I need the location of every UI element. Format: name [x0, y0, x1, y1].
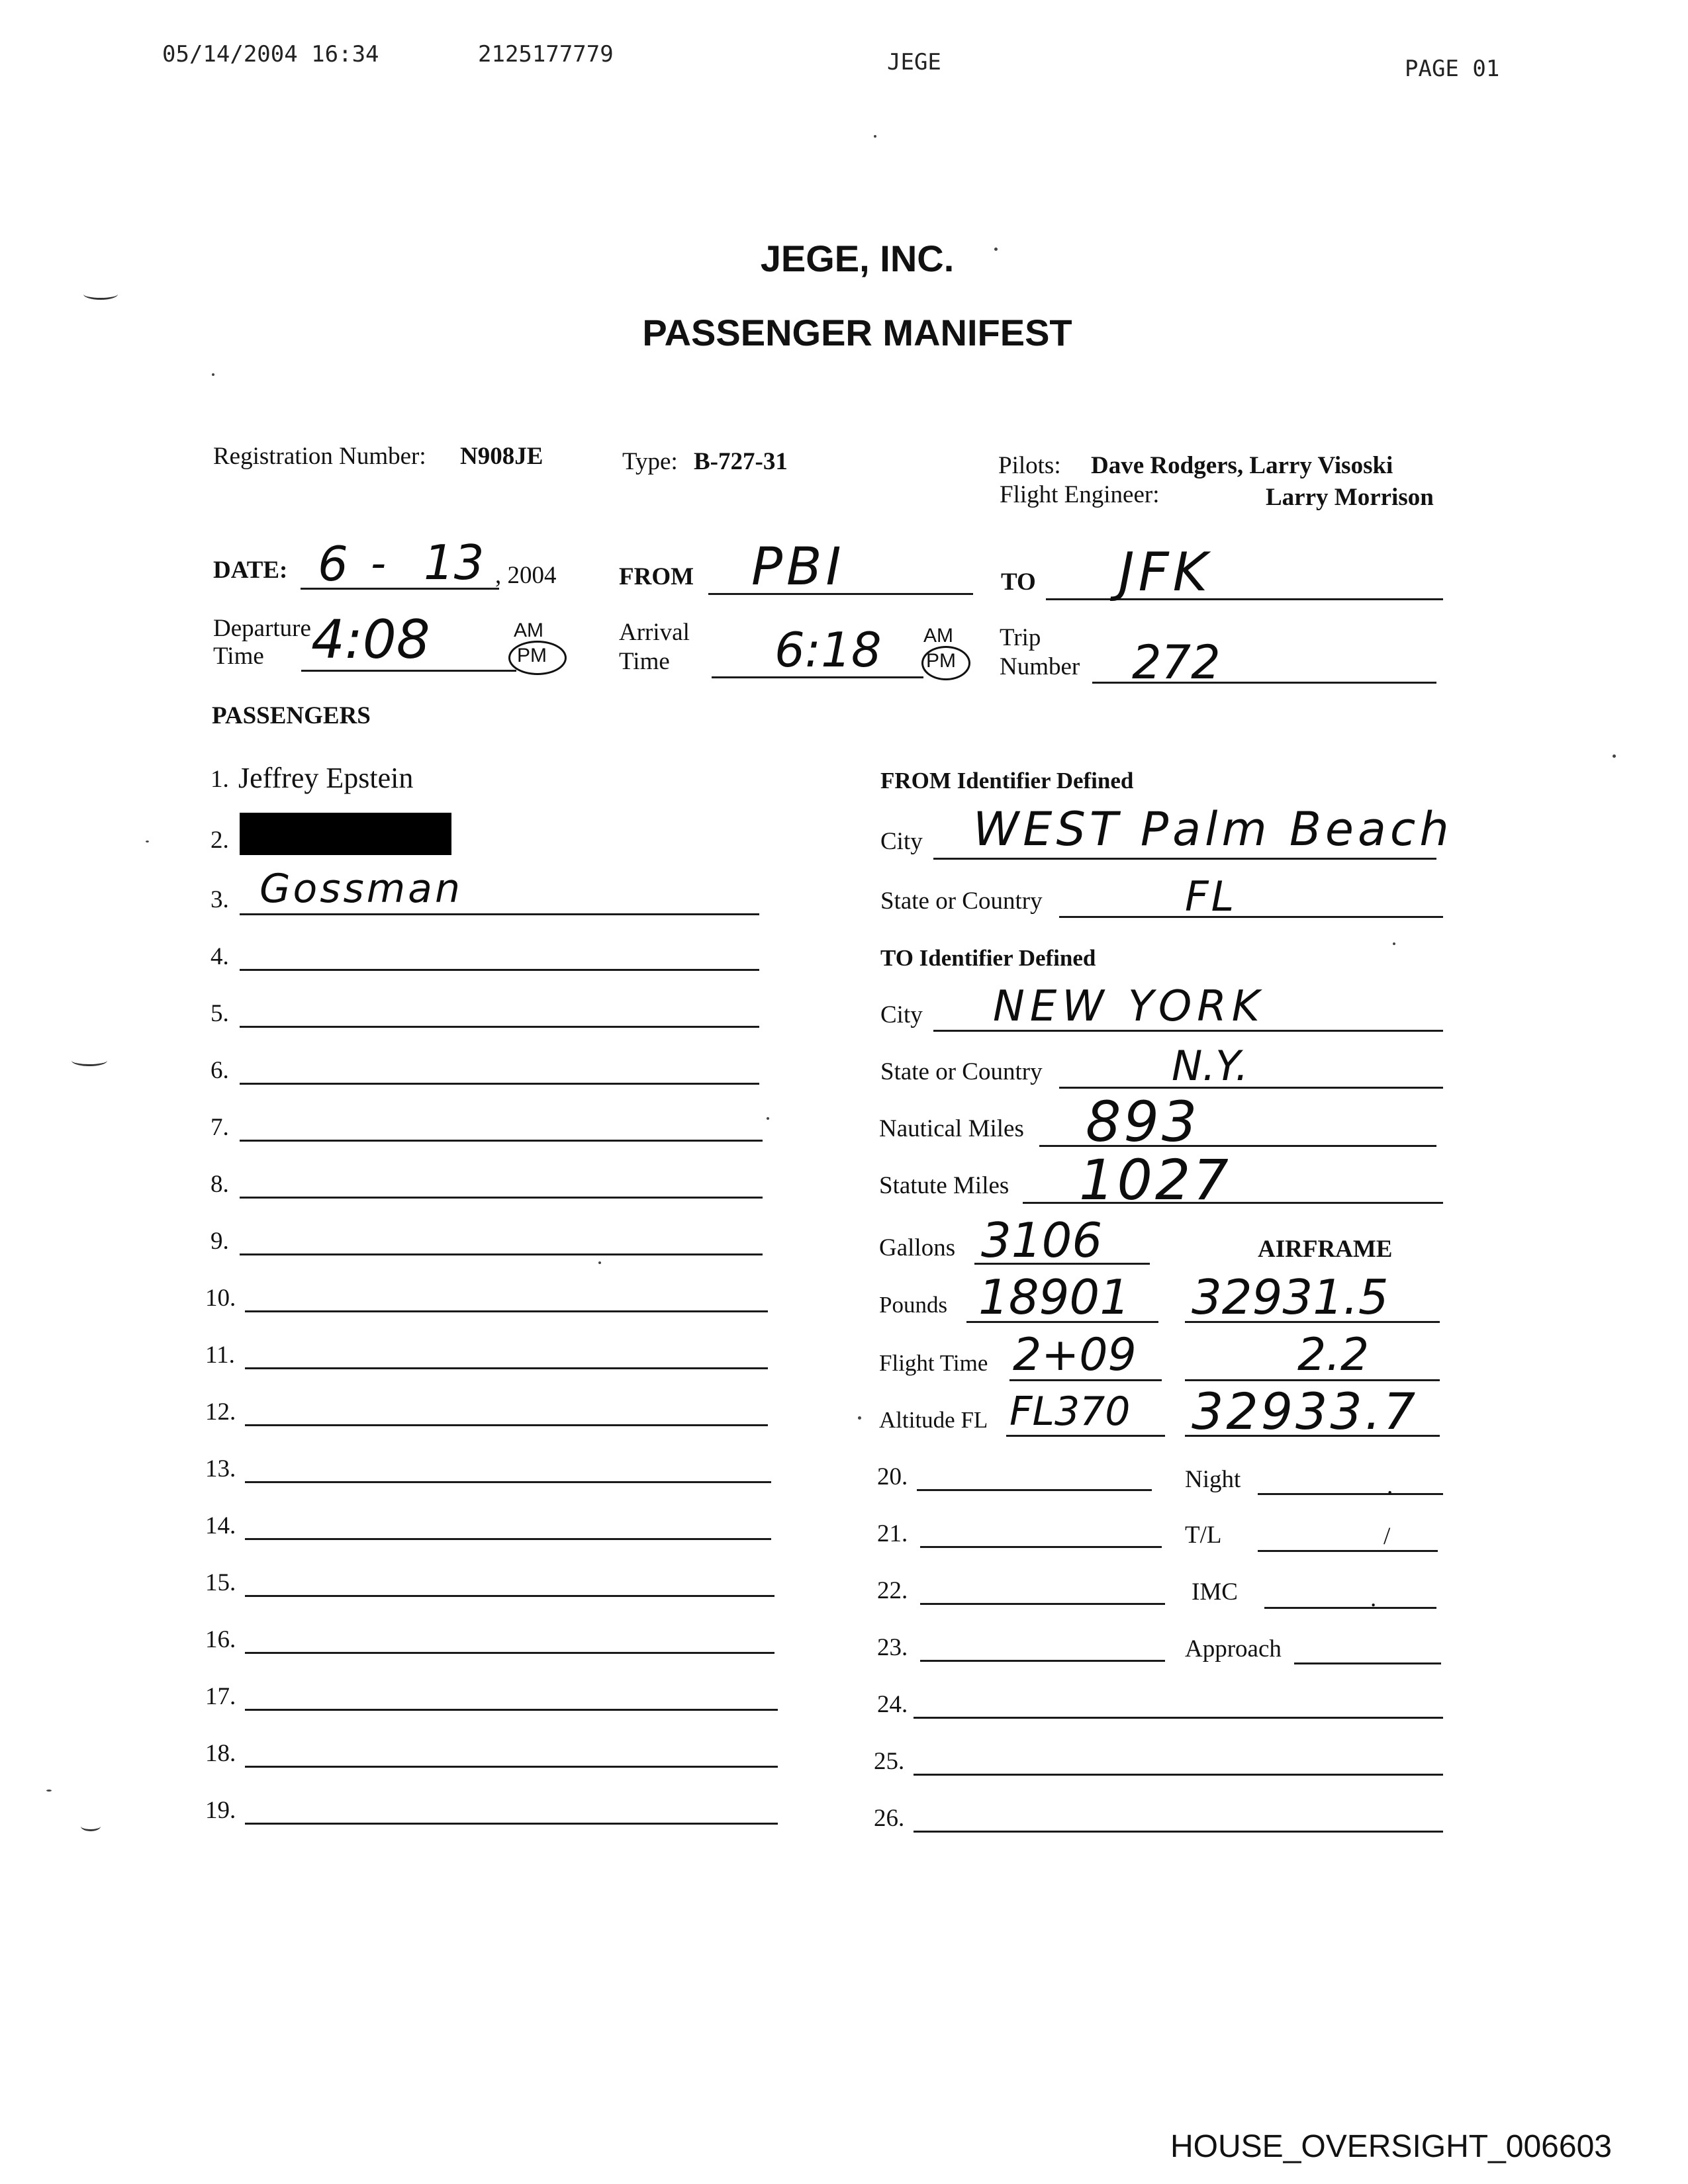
arrival-label: Arrival	[619, 619, 690, 646]
airframe-delta-value: 2.2	[1297, 1329, 1370, 1381]
imc-line	[1264, 1607, 1436, 1609]
fax-sender: JEGE	[887, 49, 941, 75]
passenger-line	[245, 1424, 768, 1426]
passenger-line	[245, 1481, 771, 1483]
scan-speck	[994, 248, 998, 251]
passenger-number: 11.	[205, 1342, 235, 1369]
passenger-number: 9.	[211, 1228, 229, 1255]
to-state-label: State or Country	[880, 1058, 1043, 1085]
passenger-line	[245, 1310, 768, 1312]
scan-speck	[858, 1416, 861, 1420]
date-day: 13	[424, 535, 485, 590]
to-city-label: City	[880, 1001, 923, 1028]
altitude-line	[1006, 1435, 1165, 1437]
night-line	[1258, 1493, 1443, 1495]
passenger-line	[240, 969, 759, 971]
passenger-number: 10.	[205, 1285, 236, 1312]
from-value: PBI	[751, 537, 845, 597]
trip-number-value: 272	[1132, 635, 1221, 690]
passenger-number: 6.	[211, 1057, 229, 1084]
pilots-label: Pilots:	[998, 452, 1061, 479]
bates-number: HOUSE_OVERSIGHT_006603	[1170, 2129, 1612, 2164]
extra-row-line	[914, 1831, 1443, 1833]
fax-phone: 2125177779	[478, 41, 614, 68]
passenger-number: 4.	[211, 943, 229, 970]
passenger-number: 3.	[211, 886, 229, 913]
fax-datetime: 05/14/2004 16:34	[162, 41, 379, 68]
flight-time-label: Flight Time	[879, 1350, 988, 1376]
altitude-value: FL370	[1009, 1388, 1131, 1435]
pounds-label: Pounds	[879, 1292, 948, 1318]
extra-row-number: 25.	[874, 1748, 905, 1775]
passenger-line	[240, 1083, 759, 1085]
passenger-number: 15.	[205, 1569, 236, 1596]
nautical-miles-value: 893	[1086, 1089, 1200, 1154]
tl-value: /	[1383, 1523, 1391, 1550]
company-title: JEGE, INC.	[760, 238, 955, 279]
departure-label: Departure	[213, 615, 311, 642]
departure-time-value: 4:08	[311, 609, 430, 670]
nautical-miles-label: Nautical Miles	[879, 1115, 1024, 1142]
passenger-line	[245, 1538, 771, 1540]
from-state-value: FL	[1185, 872, 1237, 921]
gallons-value: 3106	[981, 1212, 1103, 1268]
departure-time-label: Time	[213, 643, 264, 670]
statute-miles-value: 1027	[1079, 1148, 1231, 1212]
fax-page-number: PAGE 01	[1405, 56, 1500, 82]
date-separator: -	[371, 539, 387, 588]
registration-label: Registration Number:	[213, 443, 426, 470]
passenger-line	[240, 1026, 759, 1028]
from-city-line	[933, 858, 1436, 860]
scan-mark	[81, 1821, 101, 1831]
scan-speck	[598, 1261, 601, 1264]
scan-speck	[767, 1117, 769, 1120]
registration-value: N908JE	[460, 443, 543, 470]
departure-am: AM	[514, 619, 543, 641]
scan-speck	[212, 373, 214, 376]
passenger-line	[240, 913, 759, 915]
arrival-time-label: Time	[619, 648, 670, 675]
flight-engineer-value: Larry Morrison	[1266, 484, 1434, 511]
passenger-line	[245, 1709, 778, 1711]
passenger-number: 8.	[211, 1171, 229, 1198]
passenger-line	[245, 1652, 774, 1654]
passenger-line	[245, 1766, 778, 1768]
passenger-line	[240, 1140, 763, 1142]
from-state-label: State or Country	[880, 887, 1043, 915]
imc-label: IMC	[1192, 1578, 1238, 1606]
trip-number-label: Number	[1000, 653, 1080, 680]
extra-row-line	[914, 1774, 1443, 1776]
extra-row-number: 22.	[877, 1577, 908, 1604]
passenger-number: 19.	[205, 1797, 236, 1824]
passenger-line	[245, 1595, 774, 1597]
departure-pm: PM	[517, 645, 547, 666]
to-label: TO	[1001, 569, 1036, 596]
airframe-heading: AIRFRAME	[1258, 1236, 1393, 1263]
approach-line	[1294, 1662, 1441, 1664]
airframe-end-value: 32933.7	[1192, 1382, 1419, 1441]
extra-row-number: 20.	[877, 1463, 908, 1490]
passenger-number: 18.	[205, 1740, 236, 1767]
night-label: Night	[1185, 1466, 1241, 1493]
passenger-line	[245, 1823, 778, 1825]
passenger-number: 16.	[205, 1626, 236, 1653]
passenger-number: 14.	[205, 1512, 236, 1539]
scan-mark	[83, 289, 118, 300]
date-month: 6	[318, 536, 348, 592]
scan-speck	[146, 841, 149, 842]
tl-line	[1258, 1550, 1438, 1552]
passenger-name: Jeffrey Epstein	[238, 762, 414, 794]
extra-row-number: 26.	[874, 1805, 905, 1832]
arrival-time-value: 6:18	[774, 622, 882, 678]
from-city-value: WEST Palm Beach	[973, 802, 1453, 856]
imc-value: .	[1370, 1585, 1377, 1612]
flight-engineer-label: Flight Engineer:	[1000, 481, 1160, 508]
airframe-start-value: 32931.5	[1192, 1269, 1389, 1325]
passenger-line	[240, 1253, 763, 1255]
scan-speck	[874, 135, 876, 138]
arrival-pm: PM	[926, 650, 956, 672]
tl-label: T/L	[1185, 1522, 1222, 1549]
extra-row-line	[917, 1489, 1152, 1491]
passengers-heading: PASSENGERS	[212, 702, 371, 729]
type-label: Type:	[622, 448, 678, 475]
to-identifier-heading: TO Identifier Defined	[880, 945, 1096, 971]
gallons-label: Gallons	[879, 1234, 956, 1261]
extra-row-number: 24.	[877, 1691, 908, 1718]
flight-time-value: 2+09	[1013, 1329, 1137, 1381]
trip-label: Trip	[1000, 624, 1041, 651]
night-value: .	[1387, 1473, 1393, 1500]
passenger-name: Gossman	[259, 866, 463, 912]
extra-row-line	[914, 1717, 1443, 1719]
extra-row-line	[920, 1546, 1162, 1548]
date-label: DATE:	[213, 557, 288, 584]
extra-row-number: 23.	[877, 1634, 908, 1661]
approach-label: Approach	[1185, 1635, 1282, 1662]
passenger-line	[240, 1197, 763, 1199]
extra-row-line	[920, 1660, 1165, 1662]
scan-speck	[1613, 754, 1616, 758]
passenger-number: 13.	[205, 1455, 236, 1482]
statute-miles-label: Statute Miles	[879, 1172, 1009, 1199]
from-city-label: City	[880, 828, 923, 855]
passenger-number: 2.	[211, 827, 229, 854]
extra-row-number: 21.	[877, 1520, 908, 1547]
date-year: , 2004	[495, 562, 557, 589]
type-value: B-727-31	[694, 448, 788, 475]
from-identifier-heading: FROM Identifier Defined	[880, 768, 1134, 794]
to-field-line	[1046, 598, 1443, 600]
altitude-label: Altitude FL	[879, 1407, 988, 1433]
passenger-number: 5.	[211, 1000, 229, 1027]
to-city-value: NEW YORK	[993, 982, 1265, 1031]
from-state-line	[1059, 916, 1443, 918]
extra-row-line	[920, 1603, 1165, 1605]
pilots-value: Dave Rodgers, Larry Visoski	[1091, 452, 1393, 479]
pounds-value: 18901	[978, 1269, 1131, 1325]
passenger-number: 7.	[211, 1114, 229, 1141]
scan-speck	[1393, 942, 1395, 945]
to-state-line	[1059, 1087, 1443, 1089]
form-title: PASSENGER MANIFEST	[642, 312, 1072, 353]
passenger-line	[245, 1367, 768, 1369]
scan-speck	[46, 1790, 52, 1792]
passenger-number: 1.	[211, 766, 229, 793]
arrival-am: AM	[923, 625, 953, 647]
from-label: FROM	[619, 563, 694, 590]
passenger-number: 17.	[205, 1683, 236, 1710]
to-value: JFK	[1119, 541, 1212, 603]
redaction-box	[240, 813, 451, 855]
scan-mark	[71, 1055, 107, 1066]
passenger-number: 12.	[205, 1398, 236, 1426]
to-state-value: N.Y.	[1172, 1042, 1248, 1090]
